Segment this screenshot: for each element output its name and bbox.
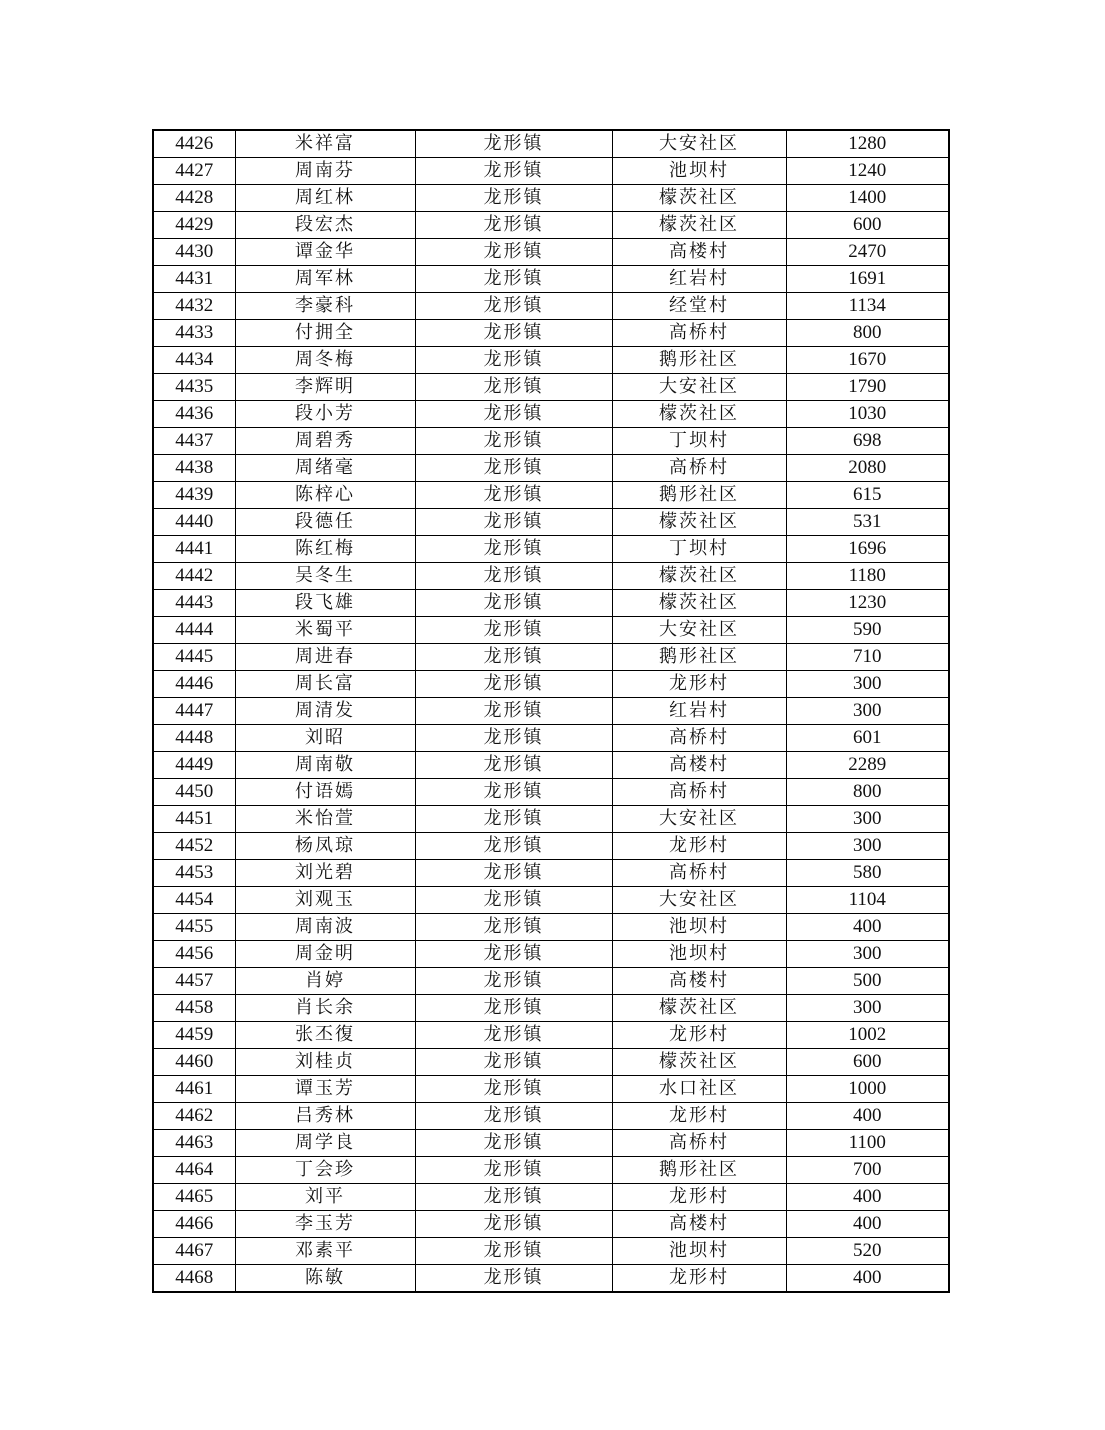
amount-cell: 300 — [786, 806, 949, 833]
village-cell: 鹅形社区 — [612, 482, 786, 509]
amount-cell: 2080 — [786, 455, 949, 482]
amount-cell: 590 — [786, 617, 949, 644]
amount-cell: 710 — [786, 644, 949, 671]
town-cell: 龙形镇 — [415, 644, 612, 671]
person-name-cell: 段德任 — [235, 509, 415, 536]
town-cell: 龙形镇 — [415, 1211, 612, 1238]
person-name-cell: 刘平 — [235, 1184, 415, 1211]
serial-number-cell: 4426 — [153, 130, 235, 158]
person-name-cell: 丁会珍 — [235, 1157, 415, 1184]
table-row — [153, 374, 949, 401]
village-cell: 龙形村 — [612, 1265, 786, 1293]
town-cell: 龙形镇 — [415, 428, 612, 455]
serial-number-cell: 4440 — [153, 509, 235, 536]
table-row — [153, 509, 949, 536]
village-cell: 高桥村 — [612, 1130, 786, 1157]
village-cell: 高桥村 — [612, 455, 786, 482]
amount-cell: 615 — [786, 482, 949, 509]
serial-number-cell: 4435 — [153, 374, 235, 401]
person-name-cell: 邓素平 — [235, 1238, 415, 1265]
village-cell: 高楼村 — [612, 752, 786, 779]
person-name-cell: 周军林 — [235, 266, 415, 293]
town-cell: 龙形镇 — [415, 995, 612, 1022]
town-cell: 龙形镇 — [415, 914, 612, 941]
village-cell: 经堂村 — [612, 293, 786, 320]
table-row — [153, 401, 949, 428]
serial-number-cell: 4427 — [153, 158, 235, 185]
town-cell: 龙形镇 — [415, 1049, 612, 1076]
person-name-cell: 李豪科 — [235, 293, 415, 320]
table-row — [153, 293, 949, 320]
amount-cell: 300 — [786, 941, 949, 968]
serial-number-cell: 4433 — [153, 320, 235, 347]
amount-cell: 1280 — [786, 130, 949, 158]
town-cell: 龙形镇 — [415, 617, 612, 644]
person-name-cell: 周金明 — [235, 941, 415, 968]
serial-number-cell: 4465 — [153, 1184, 235, 1211]
village-cell: 龙形村 — [612, 1184, 786, 1211]
amount-cell: 1134 — [786, 293, 949, 320]
person-name-cell: 陈梓心 — [235, 482, 415, 509]
serial-number-cell: 4450 — [153, 779, 235, 806]
village-cell: 龙形村 — [612, 833, 786, 860]
village-cell: 檬茨社区 — [612, 563, 786, 590]
amount-cell: 600 — [786, 1049, 949, 1076]
town-cell: 龙形镇 — [415, 536, 612, 563]
serial-number-cell: 4428 — [153, 185, 235, 212]
person-name-cell: 周碧秀 — [235, 428, 415, 455]
village-cell: 龙形村 — [612, 671, 786, 698]
person-name-cell: 段飞雄 — [235, 590, 415, 617]
amount-cell: 1180 — [786, 563, 949, 590]
serial-number-cell: 4468 — [153, 1265, 235, 1293]
serial-number-cell: 4444 — [153, 617, 235, 644]
person-name-cell: 米蜀平 — [235, 617, 415, 644]
amount-cell: 400 — [786, 1184, 949, 1211]
town-cell: 龙形镇 — [415, 590, 612, 617]
person-name-cell: 肖长余 — [235, 995, 415, 1022]
amount-cell: 400 — [786, 1265, 949, 1293]
serial-number-cell: 4458 — [153, 995, 235, 1022]
town-cell: 龙形镇 — [415, 806, 612, 833]
person-name-cell: 刘观玉 — [235, 887, 415, 914]
town-cell: 龙形镇 — [415, 941, 612, 968]
person-name-cell: 米怡萱 — [235, 806, 415, 833]
amount-cell: 300 — [786, 671, 949, 698]
serial-number-cell: 4461 — [153, 1076, 235, 1103]
village-cell: 高桥村 — [612, 860, 786, 887]
village-cell: 池坝村 — [612, 1238, 786, 1265]
town-cell: 龙形镇 — [415, 401, 612, 428]
amount-cell: 400 — [786, 1211, 949, 1238]
table-row — [153, 671, 949, 698]
town-cell: 龙形镇 — [415, 779, 612, 806]
serial-number-cell: 4456 — [153, 941, 235, 968]
person-name-cell: 周红林 — [235, 185, 415, 212]
person-name-cell: 周冬梅 — [235, 347, 415, 374]
table-row — [153, 725, 949, 752]
amount-cell: 601 — [786, 725, 949, 752]
table-row — [153, 266, 949, 293]
serial-number-cell: 4455 — [153, 914, 235, 941]
person-name-cell: 周南芬 — [235, 158, 415, 185]
person-name-cell: 李玉芳 — [235, 1211, 415, 1238]
amount-cell: 300 — [786, 698, 949, 725]
amount-cell: 400 — [786, 1103, 949, 1130]
table-row — [153, 995, 949, 1022]
village-cell: 高桥村 — [612, 725, 786, 752]
village-cell: 檬茨社区 — [612, 185, 786, 212]
village-cell: 大安社区 — [612, 617, 786, 644]
amount-cell: 1691 — [786, 266, 949, 293]
amount-cell: 1400 — [786, 185, 949, 212]
town-cell: 龙形镇 — [415, 185, 612, 212]
amount-cell: 1670 — [786, 347, 949, 374]
table-row — [153, 428, 949, 455]
amount-cell: 1240 — [786, 158, 949, 185]
person-name-cell: 谭玉芳 — [235, 1076, 415, 1103]
table-row — [153, 455, 949, 482]
amount-cell: 500 — [786, 968, 949, 995]
town-cell: 龙形镇 — [415, 1157, 612, 1184]
table-row — [153, 482, 949, 509]
serial-number-cell: 4452 — [153, 833, 235, 860]
table-row — [153, 1184, 949, 1211]
amount-cell: 700 — [786, 1157, 949, 1184]
village-cell: 高楼村 — [612, 1211, 786, 1238]
town-cell: 龙形镇 — [415, 1184, 612, 1211]
amount-cell: 580 — [786, 860, 949, 887]
table-row — [153, 806, 949, 833]
serial-number-cell: 4449 — [153, 752, 235, 779]
person-name-cell: 周绪毫 — [235, 455, 415, 482]
town-cell: 龙形镇 — [415, 239, 612, 266]
town-cell: 龙形镇 — [415, 158, 612, 185]
serial-number-cell: 4438 — [153, 455, 235, 482]
amount-cell: 1100 — [786, 1130, 949, 1157]
person-name-cell: 李辉明 — [235, 374, 415, 401]
village-cell: 高桥村 — [612, 779, 786, 806]
village-cell: 高桥村 — [612, 320, 786, 347]
record-table — [152, 129, 950, 1293]
table-row — [153, 914, 949, 941]
amount-cell: 2289 — [786, 752, 949, 779]
serial-number-cell: 4467 — [153, 1238, 235, 1265]
village-cell: 鹅形社区 — [612, 347, 786, 374]
village-cell: 大安社区 — [612, 374, 786, 401]
table-row — [153, 212, 949, 239]
town-cell: 龙形镇 — [415, 455, 612, 482]
village-cell: 高楼村 — [612, 239, 786, 266]
person-name-cell: 杨凤琼 — [235, 833, 415, 860]
serial-number-cell: 4431 — [153, 266, 235, 293]
amount-cell: 1030 — [786, 401, 949, 428]
table-row — [153, 752, 949, 779]
table-row — [153, 536, 949, 563]
person-name-cell: 谭金华 — [235, 239, 415, 266]
village-cell: 高楼村 — [612, 968, 786, 995]
village-cell: 大安社区 — [612, 806, 786, 833]
amount-cell: 800 — [786, 779, 949, 806]
serial-number-cell: 4454 — [153, 887, 235, 914]
amount-cell: 531 — [786, 509, 949, 536]
person-name-cell: 周清发 — [235, 698, 415, 725]
serial-number-cell: 4429 — [153, 212, 235, 239]
town-cell: 龙形镇 — [415, 293, 612, 320]
village-cell: 水口社区 — [612, 1076, 786, 1103]
table-row — [153, 1103, 949, 1130]
village-cell: 池坝村 — [612, 914, 786, 941]
table-row — [153, 1076, 949, 1103]
person-name-cell: 刘昭 — [235, 725, 415, 752]
amount-cell: 1230 — [786, 590, 949, 617]
person-name-cell: 周进春 — [235, 644, 415, 671]
serial-number-cell: 4448 — [153, 725, 235, 752]
village-cell: 檬茨社区 — [612, 995, 786, 1022]
village-cell: 檬茨社区 — [612, 212, 786, 239]
table-row — [153, 130, 949, 158]
person-name-cell: 刘光碧 — [235, 860, 415, 887]
serial-number-cell: 4447 — [153, 698, 235, 725]
town-cell: 龙形镇 — [415, 1265, 612, 1293]
village-cell: 丁坝村 — [612, 536, 786, 563]
serial-number-cell: 4453 — [153, 860, 235, 887]
serial-number-cell: 4462 — [153, 1103, 235, 1130]
table-row — [153, 617, 949, 644]
amount-cell: 520 — [786, 1238, 949, 1265]
town-cell: 龙形镇 — [415, 752, 612, 779]
table-row — [153, 887, 949, 914]
town-cell: 龙形镇 — [415, 887, 612, 914]
serial-number-cell: 4437 — [153, 428, 235, 455]
town-cell: 龙形镇 — [415, 212, 612, 239]
person-name-cell: 付语嫣 — [235, 779, 415, 806]
town-cell: 龙形镇 — [415, 968, 612, 995]
table-row — [153, 698, 949, 725]
village-cell: 檬茨社区 — [612, 590, 786, 617]
amount-cell: 1696 — [786, 536, 949, 563]
amount-cell: 1002 — [786, 1022, 949, 1049]
amount-cell: 300 — [786, 995, 949, 1022]
amount-cell: 2470 — [786, 239, 949, 266]
amount-cell: 300 — [786, 833, 949, 860]
amount-cell: 1000 — [786, 1076, 949, 1103]
town-cell: 龙形镇 — [415, 266, 612, 293]
person-name-cell: 陈敏 — [235, 1265, 415, 1293]
town-cell: 龙形镇 — [415, 860, 612, 887]
serial-number-cell: 4459 — [153, 1022, 235, 1049]
serial-number-cell: 4446 — [153, 671, 235, 698]
serial-number-cell: 4463 — [153, 1130, 235, 1157]
town-cell: 龙形镇 — [415, 130, 612, 158]
serial-number-cell: 4466 — [153, 1211, 235, 1238]
town-cell: 龙形镇 — [415, 1130, 612, 1157]
amount-cell: 1790 — [786, 374, 949, 401]
person-name-cell: 周长富 — [235, 671, 415, 698]
amount-cell: 600 — [786, 212, 949, 239]
village-cell: 大安社区 — [612, 130, 786, 158]
village-cell: 檬茨社区 — [612, 401, 786, 428]
village-cell: 丁坝村 — [612, 428, 786, 455]
person-name-cell: 陈红梅 — [235, 536, 415, 563]
table-row — [153, 1022, 949, 1049]
village-cell: 龙形村 — [612, 1103, 786, 1130]
table-row — [153, 239, 949, 266]
village-cell: 鹅形社区 — [612, 644, 786, 671]
town-cell: 龙形镇 — [415, 347, 612, 374]
table-row — [153, 563, 949, 590]
serial-number-cell: 4445 — [153, 644, 235, 671]
table-row — [153, 590, 949, 617]
village-cell: 红岩村 — [612, 698, 786, 725]
town-cell: 龙形镇 — [415, 833, 612, 860]
town-cell: 龙形镇 — [415, 698, 612, 725]
serial-number-cell: 4451 — [153, 806, 235, 833]
table-row — [153, 1157, 949, 1184]
table-row — [153, 347, 949, 374]
person-name-cell: 肖婷 — [235, 968, 415, 995]
serial-number-cell: 4442 — [153, 563, 235, 590]
table-row — [153, 644, 949, 671]
person-name-cell: 张丕復 — [235, 1022, 415, 1049]
person-name-cell: 吴冬生 — [235, 563, 415, 590]
person-name-cell: 刘桂贞 — [235, 1049, 415, 1076]
person-name-cell: 米祥富 — [235, 130, 415, 158]
town-cell: 龙形镇 — [415, 725, 612, 752]
serial-number-cell: 4430 — [153, 239, 235, 266]
amount-cell: 698 — [786, 428, 949, 455]
person-name-cell: 周南敬 — [235, 752, 415, 779]
town-cell: 龙形镇 — [415, 509, 612, 536]
village-cell: 龙形村 — [612, 1022, 786, 1049]
table-row — [153, 1238, 949, 1265]
town-cell: 龙形镇 — [415, 1022, 612, 1049]
serial-number-cell: 4460 — [153, 1049, 235, 1076]
village-cell: 池坝村 — [612, 941, 786, 968]
table-row — [153, 860, 949, 887]
town-cell: 龙形镇 — [415, 671, 612, 698]
village-cell: 鹅形社区 — [612, 1157, 786, 1184]
town-cell: 龙形镇 — [415, 1103, 612, 1130]
village-cell: 红岩村 — [612, 266, 786, 293]
town-cell: 龙形镇 — [415, 320, 612, 347]
village-cell: 檬茨社区 — [612, 1049, 786, 1076]
table-row — [153, 1265, 949, 1293]
town-cell: 龙形镇 — [415, 563, 612, 590]
person-name-cell: 周南波 — [235, 914, 415, 941]
village-cell: 池坝村 — [612, 158, 786, 185]
village-cell: 大安社区 — [612, 887, 786, 914]
person-name-cell: 段小芳 — [235, 401, 415, 428]
serial-number-cell: 4443 — [153, 590, 235, 617]
town-cell: 龙形镇 — [415, 482, 612, 509]
person-name-cell: 吕秀林 — [235, 1103, 415, 1130]
serial-number-cell: 4464 — [153, 1157, 235, 1184]
person-name-cell: 段宏杰 — [235, 212, 415, 239]
table-row — [153, 941, 949, 968]
record-table-body — [153, 130, 949, 1292]
town-cell: 龙形镇 — [415, 1238, 612, 1265]
table-row — [153, 968, 949, 995]
serial-number-cell: 4434 — [153, 347, 235, 374]
table-row — [153, 1130, 949, 1157]
amount-cell: 1104 — [786, 887, 949, 914]
village-cell: 檬茨社区 — [612, 509, 786, 536]
serial-number-cell: 4439 — [153, 482, 235, 509]
serial-number-cell: 4436 — [153, 401, 235, 428]
table-row — [153, 1211, 949, 1238]
amount-cell: 800 — [786, 320, 949, 347]
serial-number-cell: 4441 — [153, 536, 235, 563]
town-cell: 龙形镇 — [415, 374, 612, 401]
amount-cell: 400 — [786, 914, 949, 941]
table-row — [153, 1049, 949, 1076]
town-cell: 龙形镇 — [415, 1076, 612, 1103]
person-name-cell: 付拥全 — [235, 320, 415, 347]
serial-number-cell: 4457 — [153, 968, 235, 995]
table-row — [153, 833, 949, 860]
person-name-cell: 周学良 — [235, 1130, 415, 1157]
table-row — [153, 158, 949, 185]
table-row — [153, 320, 949, 347]
table-row — [153, 779, 949, 806]
table-row — [153, 185, 949, 212]
serial-number-cell: 4432 — [153, 293, 235, 320]
